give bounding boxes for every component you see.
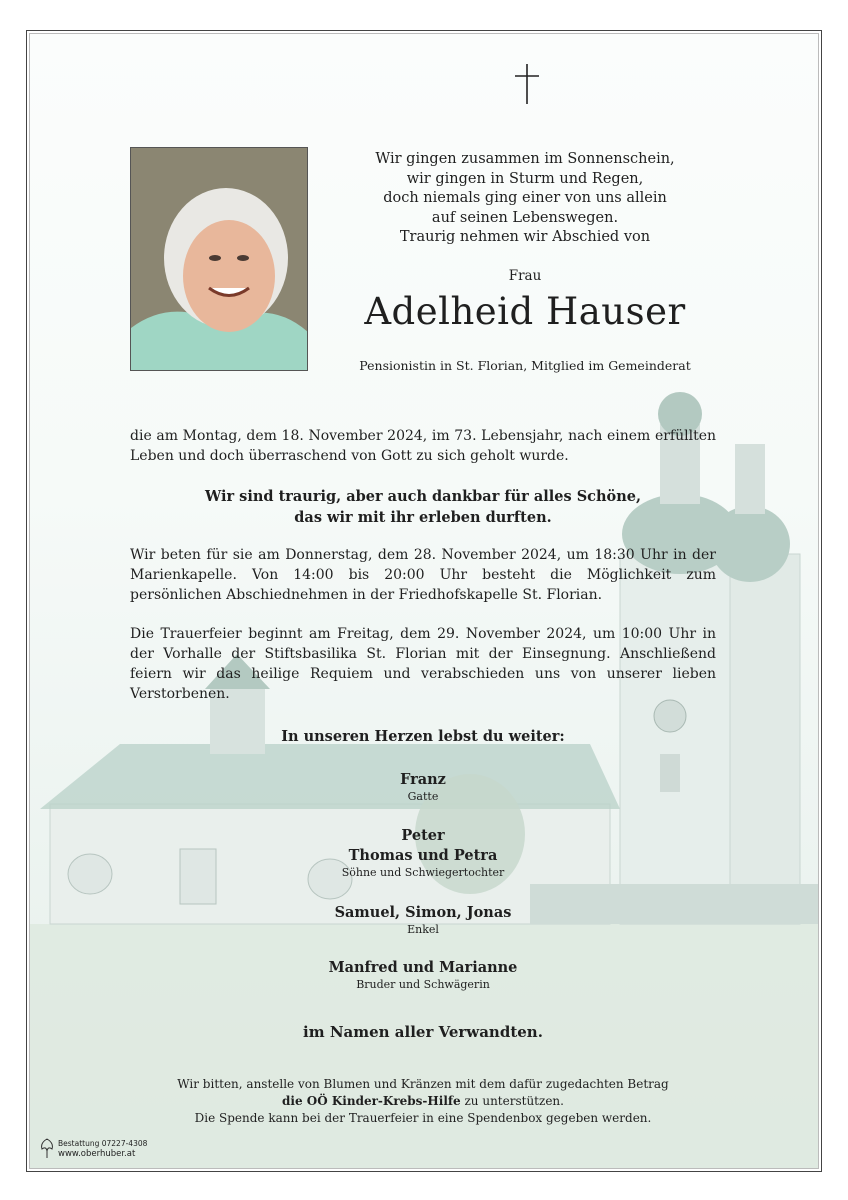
tree-logo-icon: [38, 1137, 56, 1159]
mourners-heading: In unseren Herzen lebst du weiter:: [281, 728, 565, 745]
poem-line: wir gingen in Sturm und Regen,: [406, 170, 644, 187]
cross-icon: [512, 64, 542, 104]
mourner-name: Manfred und Marianne: [328, 959, 518, 976]
gratitude-quote: [130, 486, 716, 528]
poem-verse: [340, 150, 710, 248]
funeral-home-website: www.oberhuber.at: [58, 1149, 136, 1159]
mourner-name: Samuel, Simon, Jonas: [334, 904, 512, 921]
poem-line: doch niemals ging einer von uns allein: [383, 190, 667, 206]
donation-line-rest: zu unterstützen.: [460, 1094, 564, 1108]
poem-line: auf seinen Lebenswegen.: [431, 209, 619, 226]
deceased-name: Adelheid Hauser: [364, 290, 686, 333]
mourner-group: [130, 958, 716, 992]
mourner-role: Bruder und Schwägerin: [356, 978, 490, 991]
donation-charity: die OÖ Kinder-Krebs-Hilfe: [282, 1094, 461, 1108]
mourner-name: Peter: [401, 827, 445, 844]
donation-line: Wir bitten, anstelle von Blumen und Kränzen mit dem dafür zugedachten Betrag: [177, 1077, 669, 1091]
salutation: Frau: [508, 268, 542, 284]
funeral-home-logo: [38, 1137, 158, 1167]
mourner-group: [130, 826, 716, 880]
donation-line: Die Spende kann bei der Trauerfeier in eine Spendenbox gegeben werden.: [194, 1111, 652, 1125]
funeral-info: Die Trauerfeier beginnt am Freitag, dem 29. November 2024, um 10:00 Uhr in der Vorhalle der Stiftsbasilika St. Florian mit der Einsegnung. Anschließend feiern wir das heilige Requiem und verabschieden uns von unserer lieben Verstorbenen.: [130, 626, 716, 702]
funeral-home-phone: Bestattung 07227-4308: [58, 1139, 148, 1148]
deceased-description: Pensionistin in St. Florian, Mitglied im Gemeinderat: [359, 358, 691, 373]
quote-line: das wir mit ihr erleben durften.: [294, 509, 552, 526]
mourner-group: [130, 770, 716, 804]
death-announcement: die am Montag, dem 18. November 2024, im 73. Lebensjahr, nach einem erfüllten Leben und doch überraschend von Gott zu sich geholt wurde.: [130, 428, 716, 464]
poem-line: Traurig nehmen wir Abschied von: [399, 229, 651, 245]
mourner-group: [130, 903, 716, 937]
mourner-name: Franz: [400, 771, 446, 788]
mourner-role: Söhne und Schwiegertochter: [341, 866, 505, 879]
quote-line: Wir sind traurig, aber auch dankbar für alles Schöne,: [204, 488, 642, 505]
mourner-name: Thomas und Petra: [348, 847, 498, 864]
relatives-line: im Namen aller Verwandten.: [303, 1023, 543, 1041]
portrait-photo: [130, 147, 308, 371]
mourner-role: Gatte: [407, 790, 439, 803]
donation-note: [130, 1076, 716, 1127]
poem-line: Wir gingen zusammen im Sonnenschein,: [375, 151, 675, 167]
donation-line: [130, 1093, 716, 1110]
prayer-info: Wir beten für sie am Donnerstag, dem 28. November 2024, um 18:30 Uhr in der Marienkapelle. Von 14:00 bis 20:00 Uhr besteht die Möglichkeit zum persönlichen Abschiednehmen in der Friedhofskapelle St. Florian.: [130, 547, 716, 603]
mourner-role: Enkel: [407, 923, 439, 936]
